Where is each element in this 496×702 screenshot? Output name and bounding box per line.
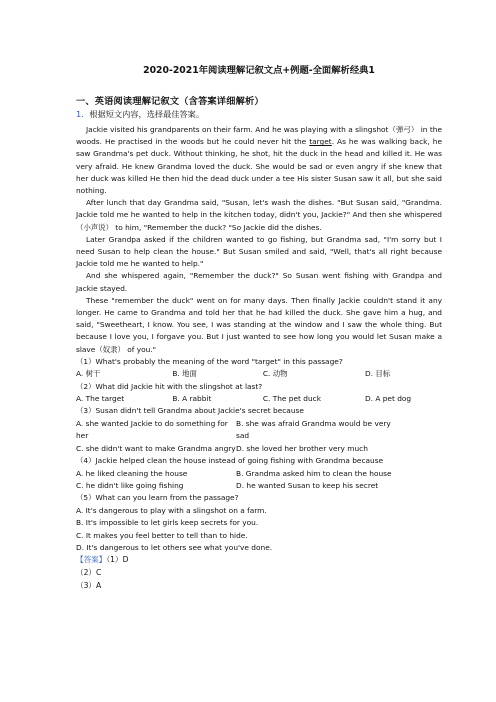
answer-option[interactable]: D. he wanted Susan to keep his secret [236, 480, 379, 490]
answer-option[interactable]: B. It's impossible to let girls keep secrets for you. [76, 518, 259, 528]
question-instruction: 根据短文内容，选择最佳答案。 [89, 109, 205, 119]
options-row [76, 480, 442, 492]
answer-option[interactable]: B. 地面 [172, 369, 197, 379]
answer-line: （3）A [76, 580, 102, 590]
question-stem: （5）What can you learn from the passage? [76, 493, 239, 503]
options-row [76, 418, 442, 443]
answer-option[interactable]: A. 树干 [76, 369, 101, 379]
question-header [76, 109, 442, 120]
answer-label: 【答案】 [76, 555, 107, 565]
passage-paragraph: After lunch that day Grandma said, "Susan, let's wash the dishes. "But Susan said, "Grandma. Jackie told me he wanted to help in the kitchen today, didn't you, Jackie?" And then she whispered（小声说） to him, "Remember the duck? "So Jackie did the dishes. [76, 198, 442, 232]
document-title: 2020-2021年阅读理解记叙文点+例题-全面解析经典1 [143, 65, 375, 76]
question-stem: （1）What's probably the meaning of the word "target" in this passage? [76, 356, 343, 366]
passage-paragraph: These "remember the duck" went on for many days. Then finally Jackie couldn't stand it any longer. He came to Grandma and told her that he had killed the duck. She gave him a hug, and said, "Sweetheart, I know. You see, I was standing at the window and I saw the whole thing. But because I love you, I forgave you. But I just wanted to see how long you would let Susan make a slave（奴隶） of you." [76, 295, 442, 354]
answer-option[interactable]: D. It's dangerous to let others see what you've done. [76, 542, 273, 552]
answer-option[interactable]: C. he didn't like going fishing [76, 480, 184, 490]
answer-option[interactable]: B. she was afraid Grandma would be very sad [236, 418, 391, 441]
answer-option[interactable]: C. she didn't want to make Grandma angry [76, 443, 236, 453]
passage-paragraph: Jackie visited his grandparents on their farm. And he was playing with a slingshot（弹弓） in the woods. He practised in the woods but he could never hit the target. As he was walking back, he saw Grandma's pet duck. Without thinking, he shot, hit the duck in the head and killed it. He was very afraid. He knew Grandma loved the duck. She would be sad or even angry if she knew that her duck was killed He then hid the dead duck under a tee His sister Susan saw it all, but she said nothing. [76, 125, 442, 196]
passage-paragraph: And she whispered again, "Remember the duck?" So Susan went fishing with Grandpa and Jackie stayed. [76, 271, 442, 293]
answer-option[interactable]: C. 动物 [262, 369, 288, 379]
options-row [76, 443, 442, 455]
options-row [76, 368, 442, 380]
question-stem: （2）What did Jackie hit with the slingshot at last? [76, 381, 263, 391]
section-heading: 一、英语阅读理解记叙文（含答案详细解析） [76, 96, 264, 107]
question-stem: （4）Jackie helped clean the house instead of going fishing with Grandma because [76, 456, 384, 466]
answer-line [76, 554, 442, 567]
answer-line: （2）C [76, 567, 102, 577]
answer-option[interactable]: A. It's dangerous to play with a slingshot on a farm. [76, 505, 267, 515]
underlined-word-target: target [309, 137, 332, 147]
answer-option[interactable]: B. Grandma asked him to clean the house [236, 468, 392, 478]
answer-option[interactable]: D. she loved her brother very much [236, 443, 368, 453]
question-stem: （3）Susan didn't tell Grandma about Jackie's secret because [76, 406, 304, 416]
answer-option[interactable]: D. A pet dog [364, 394, 412, 404]
answer-item: （1）D [106, 555, 129, 565]
answer-option[interactable]: D. 目标 [364, 369, 391, 379]
passage-paragraph: Later Grandpa asked if the children wanted to go fishing, but Grandma sad, "I'm sorry but I need Susan to help clean the house." But Susan smiled and said, "Well, that's all right because Jackie told me he wanted to help." [76, 234, 442, 269]
answer-option[interactable]: C. It makes you feel better to tell than to hide. [76, 530, 248, 540]
answer-option[interactable]: A. he liked cleaning the house [76, 468, 188, 478]
answer-block [76, 554, 442, 592]
answer-option[interactable]: C. The pet duck [262, 394, 322, 404]
options-row [76, 393, 442, 405]
passage [76, 124, 442, 356]
answer-option[interactable]: A. she wanted Jackie to do something for her [76, 418, 228, 441]
answer-option[interactable]: B. A rabbit [172, 394, 212, 404]
options-row [76, 468, 442, 480]
question-number: 1． [76, 109, 90, 119]
question-list [76, 356, 442, 555]
answer-option[interactable]: A. The target [76, 394, 125, 404]
